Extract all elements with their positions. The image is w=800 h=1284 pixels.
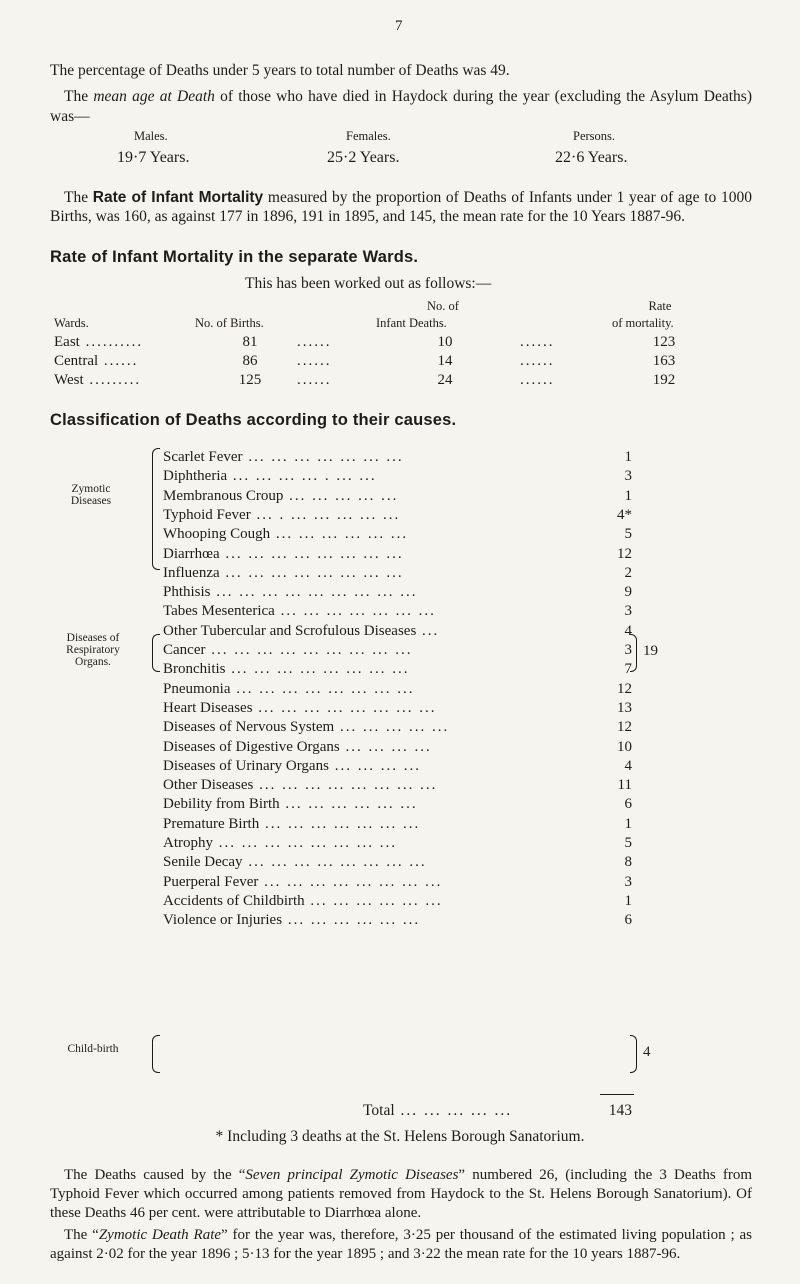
list-item — [163, 449, 603, 469]
table-row: Central ...... — [54, 353, 139, 369]
cause-count: 2 — [624, 564, 632, 581]
bracket-childbirth — [152, 1035, 160, 1073]
total-rule — [600, 1094, 634, 1095]
footnote: * Including 3 deaths at the St. Helens Borough Sanatorium. — [215, 1128, 585, 1145]
cause-name: Diseases of Digestive Organs — [163, 738, 340, 755]
cause-count: 3 — [624, 873, 632, 890]
leader-dots: ...... — [520, 372, 555, 388]
list-item — [163, 661, 603, 681]
bracket-respiratory-total — [630, 634, 637, 672]
cause-name: Atrophy — [163, 835, 213, 851]
cause-count: 1 — [624, 487, 632, 504]
leader-dots: ... ... ... ... ... ... ... — [274, 603, 436, 620]
cause-count: 1 — [624, 815, 632, 832]
list-item — [163, 603, 603, 623]
leader-dots: ... ... ... ... ... ... — [279, 796, 418, 813]
cause-name: Other Tubercular and Scrofulous Diseases — [163, 622, 417, 639]
leader-dots: ... ... ... ... ... — [334, 719, 450, 736]
cause-name: Whooping Cough — [163, 526, 271, 543]
cause-name: Diseases of Urinary Organs — [163, 757, 329, 774]
mean-age-females: 25·2 Years. — [327, 149, 400, 166]
leader-dots: ... ... ... ... ... ... ... ... — [213, 835, 397, 851]
rate-value: 192 — [652, 372, 676, 388]
classification-heading: Classification of Deaths according to their causes. — [50, 411, 457, 429]
births-value: 81 — [242, 334, 258, 350]
cause-count: 13 — [617, 699, 632, 716]
cause-count: 3 — [624, 642, 632, 658]
leader-dots: ... ... ... ... ... ... ... ... ... — [205, 642, 413, 658]
births-value: 86 — [242, 353, 258, 369]
cause-name: Scarlet Fever — [163, 449, 243, 465]
list-item — [163, 796, 603, 816]
cause-count: 3 — [624, 468, 632, 485]
cause-name: Diseases of Nervous System — [163, 719, 335, 736]
mean-age-header-females: Females. — [346, 129, 391, 143]
list-item — [163, 893, 603, 913]
list-item — [163, 565, 603, 585]
list-item — [163, 584, 603, 604]
total-row: Total ... ... ... ... ... — [363, 1102, 513, 1119]
list-item — [163, 700, 603, 720]
cause-count: 4 — [624, 757, 632, 774]
cause-name: Debility from Birth — [163, 796, 280, 813]
cause-count: 8 — [624, 854, 632, 871]
cause-count: 12 — [617, 680, 632, 697]
cause-count: 6 — [624, 796, 632, 813]
leader-dots: ...... — [297, 372, 332, 388]
cause-count: 6 — [624, 912, 632, 929]
percentage-paragraph: The percentage of Deaths under 5 years to total number of Deaths was 49. — [50, 62, 510, 79]
cause-name: Membranous Croup — [163, 487, 284, 504]
cause-name: Diphtheria — [163, 468, 228, 485]
list-item — [163, 526, 603, 546]
cause-count: 10 — [617, 738, 632, 755]
leader-dots: ... — [416, 622, 440, 639]
cause-name: Premature Birth — [163, 815, 260, 832]
cause-name: Heart Diseases — [163, 699, 253, 716]
leader-dots: ... . ... ... ... ... ... — [250, 506, 401, 523]
cause-count: 1 — [624, 892, 632, 909]
col-deaths-1: No. of — [427, 299, 459, 313]
cause-count: 5 — [624, 526, 632, 543]
cause-count: 4 — [624, 622, 632, 639]
leader-dots: ... ... ... ... ... ... ... ... — [253, 777, 438, 794]
col-rate-1: Rate — [648, 299, 672, 313]
group-label-respiratory: Diseases of Respiratory Organs. — [66, 632, 120, 668]
col-wards: Wards. — [54, 316, 89, 330]
col-births: No. of Births. — [195, 316, 264, 330]
bracket-zymotic — [152, 448, 160, 570]
cause-name: Influenza — [163, 564, 220, 581]
cause-name: Diarrhœa — [163, 545, 220, 562]
leader-dots: ... ... ... ... ... ... ... ... — [225, 661, 410, 678]
list-item — [163, 642, 603, 662]
leader-dots: ... ... ... ... ... ... — [282, 912, 421, 929]
leader-dots: ... ... ... ... ... ... — [270, 526, 409, 543]
cause-count: 1 — [624, 449, 632, 465]
cause-count: 12 — [617, 719, 632, 736]
leader-dots: ...... — [297, 334, 332, 350]
bracket-respiratory — [152, 634, 160, 672]
leader-dots: ... ... ... ... ... ... ... ... — [242, 854, 427, 871]
leader-dots: ... ... ... ... ... ... ... ... — [219, 545, 404, 562]
childbirth-subtotal: 4 — [643, 1044, 651, 1060]
cause-count: 5 — [624, 835, 632, 851]
list-item — [163, 835, 603, 855]
cause-name: Bronchitis — [163, 661, 226, 678]
zymotic-paragraph: The Deaths caused by the “Seven principal Zymotic Diseases” numbered 26, (including the 3 Deaths from Typhoid Fever which occurred among patients removed from Haydock to the St. Helens Borough Sanatorium). Of these Deaths 46 per cent. were attributable to Diarrhœa alone. — [50, 1167, 752, 1221]
col-deaths-2: Infant Deaths. — [376, 316, 447, 330]
cause-name: Phthisis — [163, 584, 211, 601]
rate-value: 163 — [652, 353, 676, 369]
leader-dots: ... ... ... ... ... ... ... ... ... — [210, 584, 418, 601]
leader-dots: ... ... ... ... ... ... ... ... — [252, 699, 437, 716]
list-item — [163, 681, 603, 701]
cause-name: Puerperal Fever — [163, 873, 259, 890]
cause-count: 4* — [617, 506, 632, 523]
leader-dots: ... ... ... ... — [339, 738, 432, 755]
bracket-childbirth-total — [630, 1035, 637, 1073]
list-item — [163, 874, 603, 894]
cause-name: Typhoid Fever — [163, 506, 251, 523]
group-label-zymotic: Zymotic Diseases — [70, 483, 112, 507]
deaths-value: 24 — [437, 372, 453, 388]
respiratory-subtotal: 19 — [643, 643, 658, 659]
list-item — [163, 912, 603, 932]
leader-dots: ... ... ... ... ... ... ... ... — [258, 873, 443, 890]
list-item — [163, 719, 603, 739]
cause-count: 7 — [624, 661, 632, 678]
cause-count: 9 — [624, 584, 632, 601]
leader-dots: ... ... ... ... . ... ... — [227, 468, 377, 485]
list-item — [163, 758, 603, 778]
cause-name: Tabes Mesenterica — [163, 603, 275, 620]
mean-age-header-males: Males. — [134, 129, 168, 143]
infant-mortality-paragraph: The Rate of Infant Mortality measured by the proportion of Deaths of Infants under 1 year of age to 1000 Births, was 160, as against 177 in 1896, 191 in 1895, and 145, the mean rate for the 10 Years 1887-96. — [50, 189, 752, 225]
list-item — [163, 468, 603, 488]
mean-age-males: 19·7 Years. — [117, 149, 190, 166]
infant-wards-heading: Rate of Infant Mortality in the separate Wards. — [50, 248, 419, 266]
leader-dots: ... ... ... ... ... — [283, 487, 399, 504]
list-item — [163, 507, 603, 527]
mean-age-paragraph: The mean age at Death of those who have died in Haydock during the year (excluding the Asylum Deaths) was— — [50, 88, 752, 125]
table-row: East .......... — [54, 334, 144, 350]
group-label-childbirth: Child-birth — [67, 1043, 119, 1055]
col-rate-2: of mortality. — [612, 316, 674, 330]
mean-age-persons: 22·6 Years. — [555, 149, 628, 166]
zymotic-rate-paragraph: The “Zymotic Death Rate” for the year was, therefore, 3·25 per thousand of the estimated living population ; as against 2·02 for the year 1896 ; 5·13 for the year 1895 ; and 3·22 the mean rate for the 10 years 1887-96. — [50, 1227, 752, 1262]
leader-dots: ... ... ... ... — [328, 757, 421, 774]
leader-dots: ... ... ... ... ... ... ... ... — [219, 564, 404, 581]
list-item — [163, 546, 603, 566]
leader-dots: ...... — [520, 353, 555, 369]
leader-dots: ...... — [297, 353, 332, 369]
cause-name: Senile Decay — [163, 854, 243, 871]
infant-wards-intro: This has been worked out as follows:— — [245, 275, 492, 292]
deaths-value: 14 — [437, 353, 453, 369]
cause-count: 3 — [624, 603, 632, 620]
leader-dots: ... ... ... ... ... ... ... — [242, 449, 404, 465]
cause-name: Other Diseases — [163, 777, 254, 794]
cause-name: Cancer — [163, 642, 206, 658]
leader-dots: ... ... ... ... ... ... ... ... — [230, 680, 415, 697]
list-item — [163, 623, 603, 643]
cause-count: 12 — [617, 545, 632, 562]
mean-age-header-persons: Persons. — [573, 129, 616, 143]
list-item — [163, 777, 603, 797]
cause-name: Violence or Injuries — [163, 912, 283, 929]
total-value: 143 — [608, 1102, 632, 1119]
rate-value: 123 — [652, 334, 676, 350]
page-number: 7 — [395, 18, 403, 34]
leader-dots: ...... — [520, 334, 555, 350]
cause-count: 11 — [617, 777, 632, 794]
list-item — [163, 816, 603, 836]
list-item — [163, 739, 603, 759]
leader-dots: ... ... ... ... ... ... — [304, 892, 443, 909]
leader-dots: ... ... ... ... ... ... ... — [259, 815, 421, 832]
list-item — [163, 854, 603, 874]
list-item — [163, 488, 603, 508]
deaths-value: 10 — [437, 334, 453, 350]
cause-name: Pneumonia — [163, 680, 231, 697]
births-value: 125 — [238, 372, 262, 388]
cause-name: Accidents of Childbirth — [163, 892, 305, 909]
table-row: West ......... — [54, 372, 142, 388]
